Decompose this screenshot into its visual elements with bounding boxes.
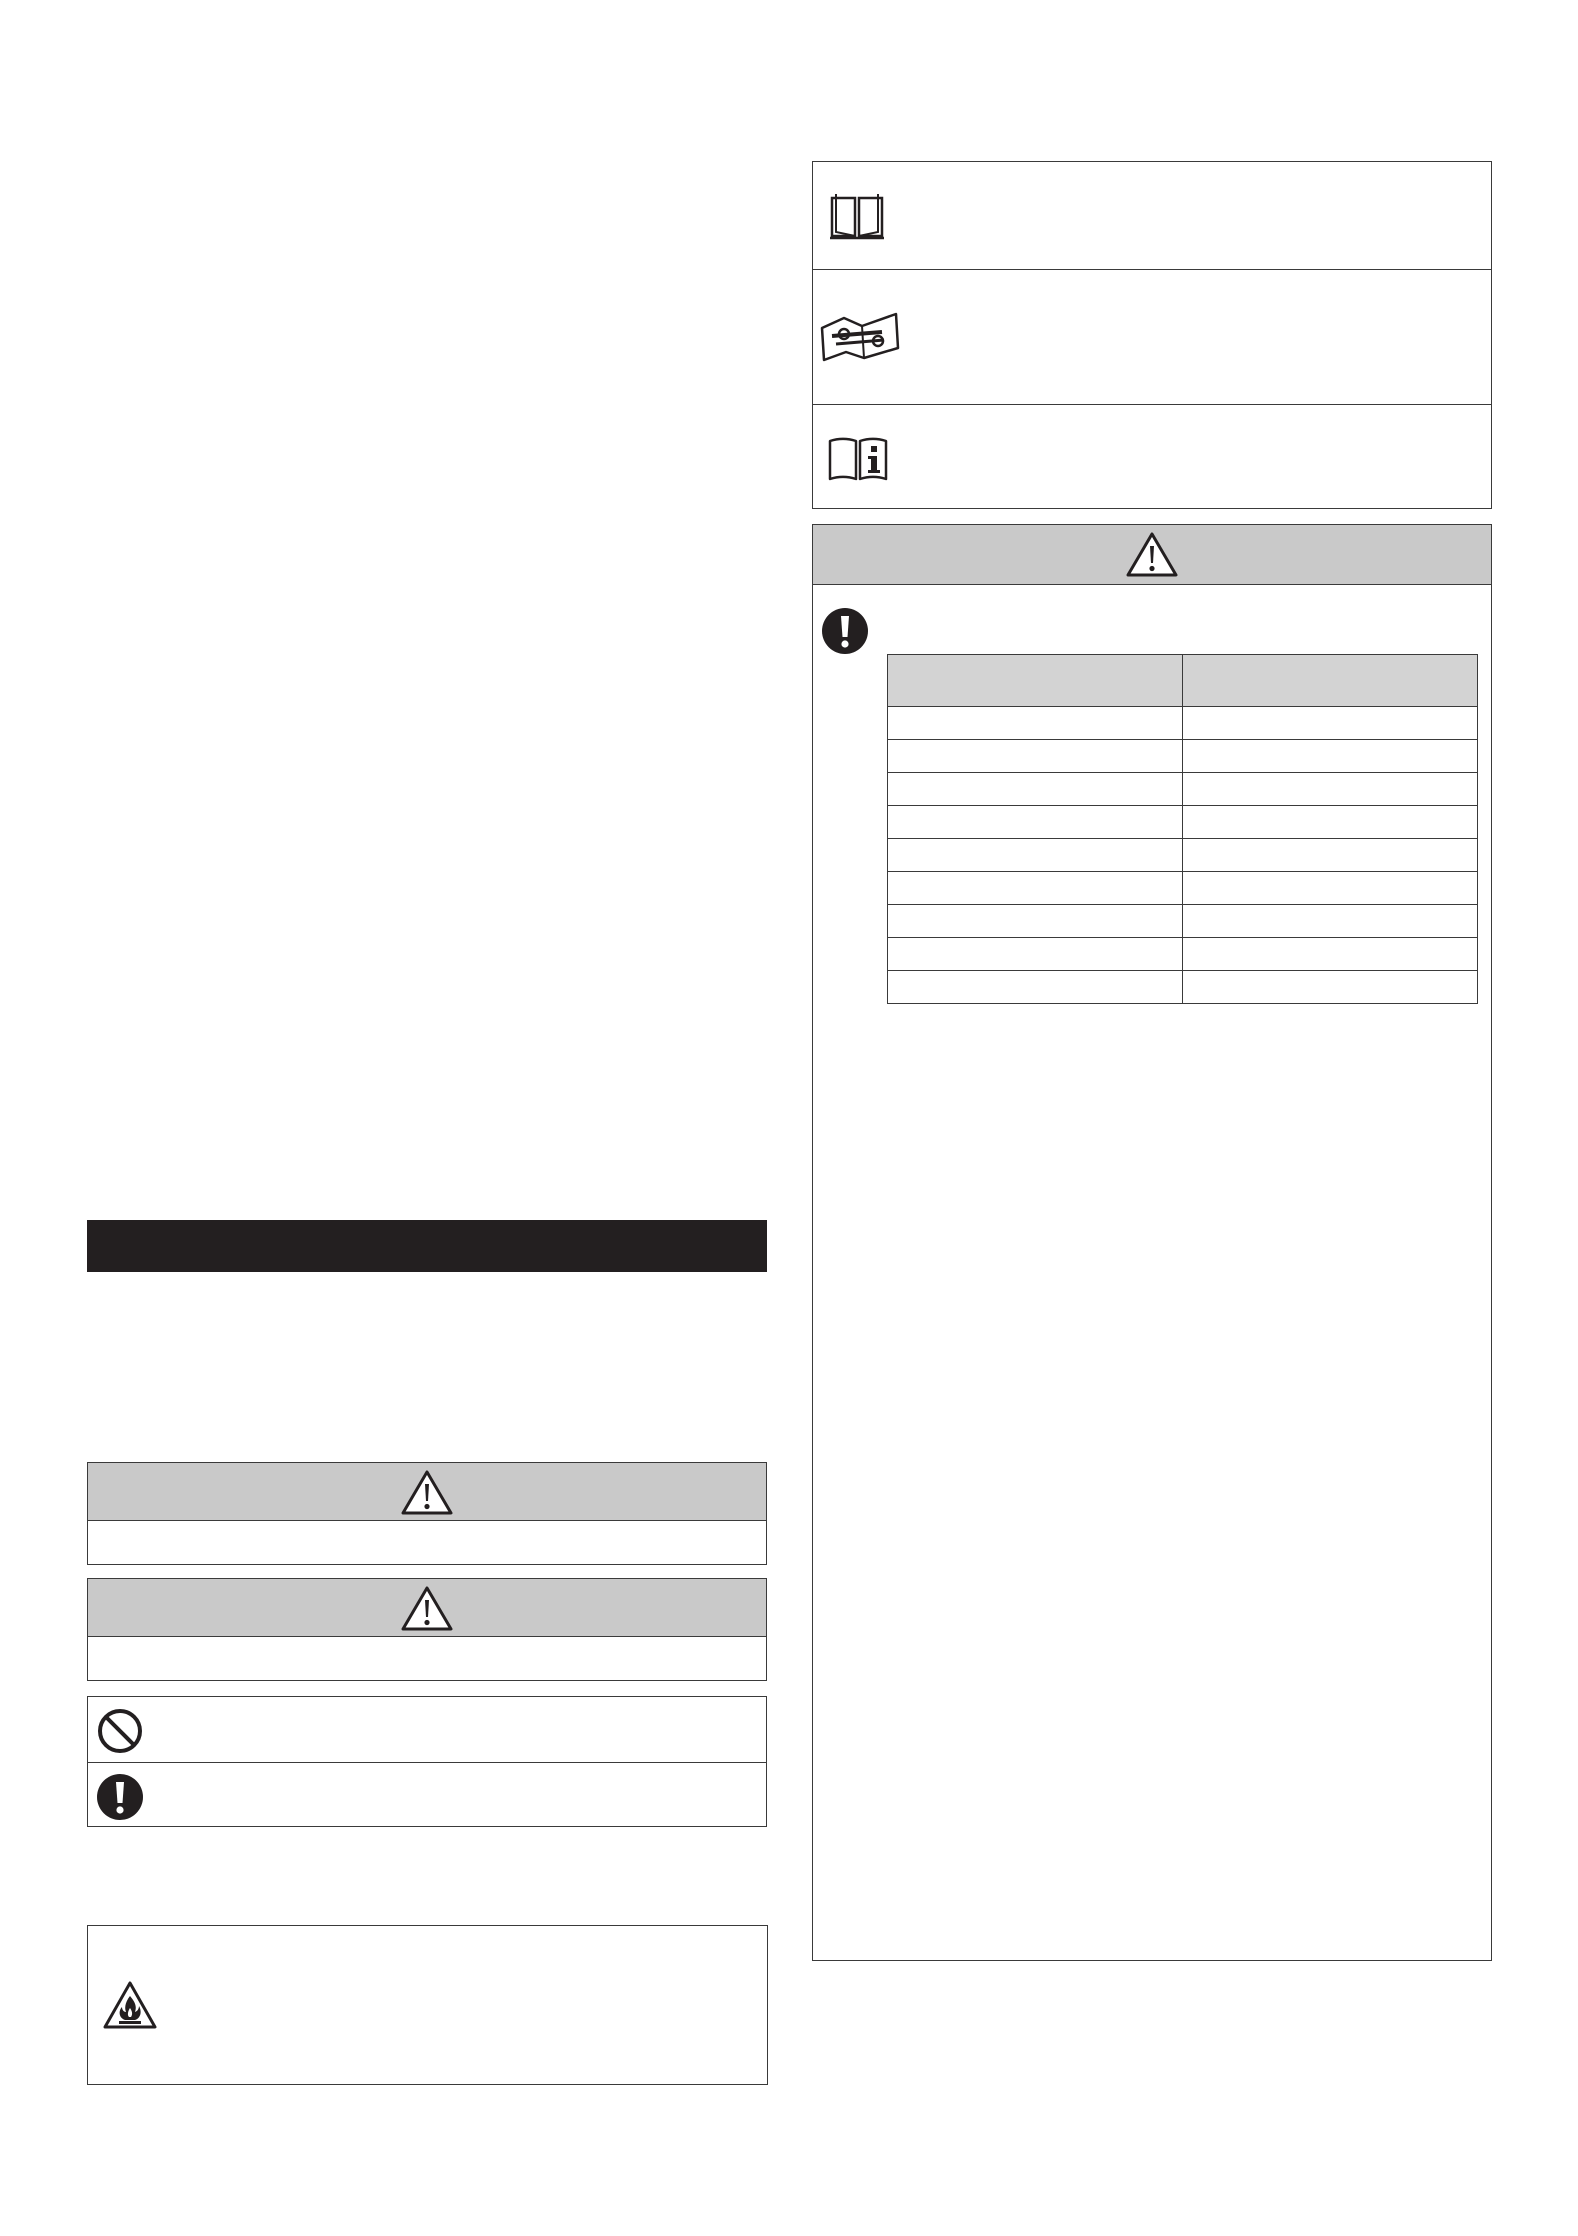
table-cell (888, 905, 1183, 938)
spec-table (887, 654, 1478, 1004)
table-cell (1183, 839, 1478, 872)
table-cell (1183, 905, 1478, 938)
table-cell (1183, 806, 1478, 839)
table-cell (888, 773, 1183, 806)
warning-signal-box (87, 1462, 767, 1565)
operation-manual-icon (828, 192, 886, 242)
table-cell (888, 806, 1183, 839)
warning-panel-header (813, 525, 1491, 585)
table-row (888, 707, 1478, 740)
manual-row-information (813, 404, 1491, 510)
legend-row-prohibition (88, 1697, 766, 1762)
symbol-legend (87, 1696, 767, 1827)
warning-triangle-icon (400, 1585, 454, 1632)
table-cell (1183, 707, 1478, 740)
table-cell (888, 839, 1183, 872)
table-cell (888, 971, 1183, 1004)
flammable-notice-box (87, 1925, 768, 2085)
signal-box-body (88, 1521, 766, 1564)
table-row (888, 806, 1478, 839)
table-row (888, 872, 1478, 905)
manual-row-service (813, 269, 1491, 404)
table-cell (1183, 773, 1478, 806)
mandatory-action-icon (821, 607, 869, 655)
table-row (888, 971, 1478, 1004)
table-cell (888, 938, 1183, 971)
warning-panel (812, 524, 1492, 1961)
flammable-warning-icon (102, 1980, 158, 2030)
manual-icons-box (812, 161, 1492, 509)
table-row (888, 740, 1478, 773)
table-cell (888, 872, 1183, 905)
table-header-cell (1183, 655, 1478, 707)
warning-triangle-icon (1125, 531, 1179, 578)
table-row (888, 938, 1478, 971)
table-row (888, 839, 1478, 872)
table-header-cell (888, 655, 1183, 707)
caution-signal-box (87, 1578, 767, 1681)
table-cell (1183, 971, 1478, 1004)
table-cell (1183, 740, 1478, 773)
section-heading-bar (87, 1220, 767, 1272)
service-manual-icon (818, 308, 900, 364)
table-cell (1183, 938, 1478, 971)
manual-row-operation (813, 162, 1491, 269)
warning-triangle-icon (400, 1469, 454, 1516)
table-cell (888, 707, 1183, 740)
signal-box-header (88, 1463, 766, 1521)
table-row (888, 905, 1478, 938)
table-cell (888, 740, 1183, 773)
prohibition-icon (96, 1707, 144, 1755)
table-cell (1183, 872, 1478, 905)
mandatory-action-icon (96, 1773, 144, 1821)
information-manual-icon (827, 435, 889, 483)
signal-box-body (88, 1637, 766, 1680)
legend-row-mandatory (88, 1762, 766, 1828)
signal-box-header (88, 1579, 766, 1637)
table-row (888, 773, 1478, 806)
table-header-row (888, 655, 1478, 707)
